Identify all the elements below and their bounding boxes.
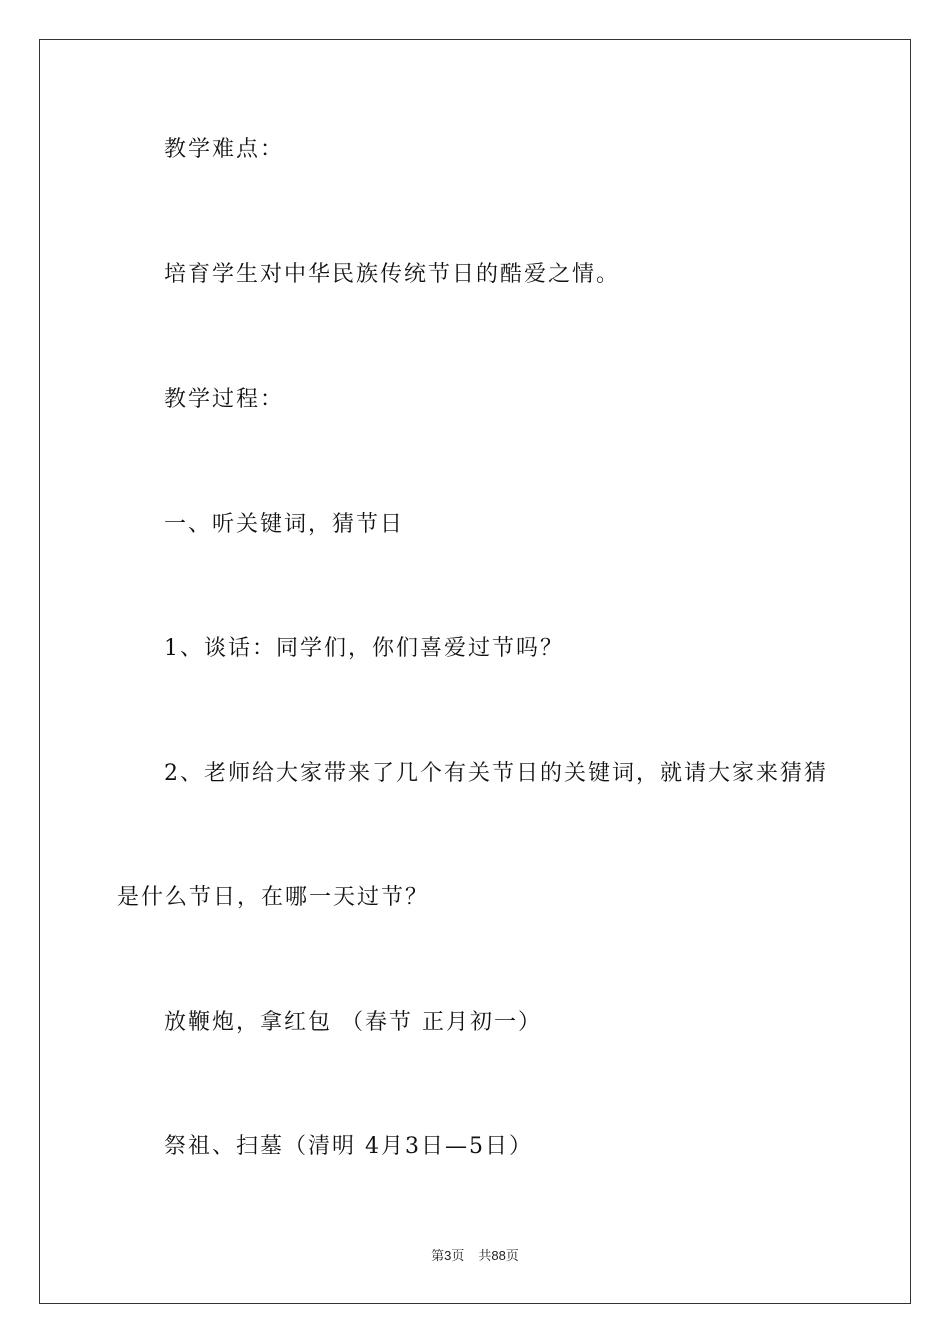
page-border bbox=[39, 39, 911, 1304]
page-number: 第3页 bbox=[431, 1248, 465, 1263]
paragraph-step-two-continued: 是什么节日，在哪一天过节？ bbox=[117, 885, 430, 910]
page-footer bbox=[0, 1248, 950, 1264]
paragraph-teaching-process-heading: 教学过程： bbox=[164, 387, 285, 412]
paragraph-section-one-heading: 一、听关键词，猜节日 bbox=[164, 512, 405, 537]
paragraph-keyword-qingming: 祭祖、扫墓（清明 4月3日—5日） bbox=[164, 1134, 533, 1159]
paragraph-keyword-spring-festival: 放鞭炮，拿红包 （春节 正月初一） bbox=[164, 1010, 542, 1035]
paragraph-step-one: 1、谈话：同学们，你们喜爱过节吗？ bbox=[164, 636, 564, 661]
paragraph-step-two: 2、老师给大家带来了几个有关节日的关键词，就请大家来猜猜 bbox=[164, 761, 828, 786]
paragraph-teaching-difficulty-heading: 教学难点： bbox=[164, 137, 285, 162]
paragraph-teaching-difficulty-content: 培育学生对中华民族传统节日的酷爱之情。 bbox=[164, 262, 621, 287]
page-total: 共88页 bbox=[478, 1248, 519, 1263]
